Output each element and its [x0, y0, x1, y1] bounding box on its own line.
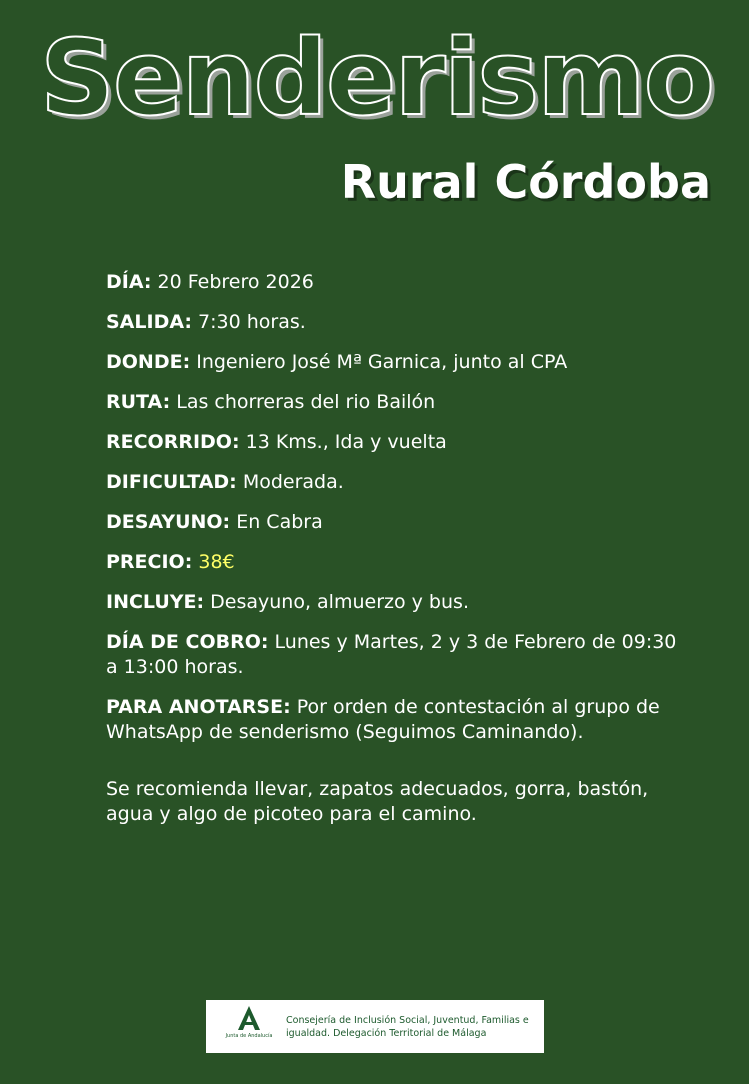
detail-payment-day [106, 630, 686, 680]
footer-line-2: igualdad. Delegación Territorial de Málaga [286, 1027, 487, 1039]
junta-andalucia-logo [218, 1005, 280, 1049]
detail-label: DÍA DE COBRO: [106, 631, 269, 653]
detail-difficulty [106, 470, 686, 495]
event-details [106, 270, 686, 842]
recommendation-note: Se recomienda llevar, zapatos adecuados, gorra, bastón, agua y algo de picoteo para el camino. [106, 778, 649, 825]
detail-label: DESAYUNO: [106, 511, 231, 533]
junta-andalucia-a-icon [236, 1005, 262, 1031]
sponsor-footer [206, 1000, 544, 1053]
detail-label: DÍA: [106, 271, 152, 293]
detail-value: Las chorreras del rio Bailón [170, 391, 436, 413]
detail-value: Lunes y Martes, 2 y 3 de Febrero de 09:30 a 13:00 horas. [106, 631, 677, 678]
detail-label: RUTA: [106, 391, 171, 413]
detail-label: SALIDA: [106, 311, 192, 333]
detail-where [106, 350, 686, 375]
footer-text [286, 1014, 529, 1040]
detail-breakfast [106, 510, 686, 535]
detail-value: 7:30 horas. [192, 311, 306, 333]
detail-route [106, 390, 686, 415]
detail-label: DONDE: [106, 351, 191, 373]
detail-includes [106, 590, 686, 615]
poster-title: Senderismo [40, 17, 714, 139]
detail-signup [106, 695, 686, 745]
detail-label: PARA ANOTARSE: [106, 696, 291, 718]
detail-value: En Cabra [230, 511, 323, 533]
logo-text: Junta de Andalucía [225, 1032, 273, 1039]
detail-label: RECORRIDO: [106, 431, 240, 453]
detail-value: 20 Febrero 2026 [151, 271, 314, 293]
detail-label: PRECIO: [106, 551, 193, 573]
detail-departure [106, 310, 686, 335]
detail-label: INCLUYE: [106, 591, 205, 613]
footer-line-1: Consejería de Inclusión Social, Juventud, Familias e [286, 1014, 529, 1026]
detail-value: Moderada. [236, 471, 344, 493]
detail-value: Desayuno, almuerzo y bus. [204, 591, 469, 613]
detail-price [106, 550, 686, 575]
detail-label: DIFICULTAD: [106, 471, 237, 493]
detail-value: Ingeniero José Mª Garnica, junto al CPA [190, 351, 568, 373]
detail-day [106, 270, 686, 295]
detail-distance [106, 430, 686, 455]
price-value: 38€ [198, 551, 235, 573]
detail-value: Por orden de contestación al grupo de WhatsApp de senderismo (Seguimos Caminando). [106, 696, 660, 743]
detail-value: 13 Kms., Ida y vuelta [239, 431, 447, 453]
poster-subtitle: Rural Córdoba [340, 155, 711, 209]
